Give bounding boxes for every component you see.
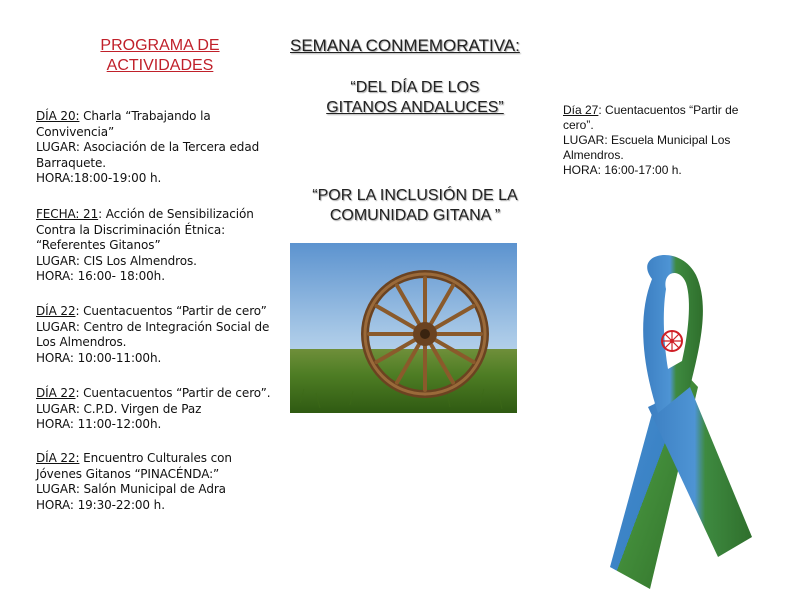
event-day-20 — [36, 109, 281, 187]
event-label: DÍA 20: — [36, 109, 80, 123]
event-line: “Referentes Gitanos” — [36, 238, 161, 252]
event-day-22-c — [36, 451, 281, 513]
event-day-27 — [563, 103, 763, 178]
event-label: Día 27 — [563, 103, 599, 117]
event-day-21 — [36, 207, 281, 285]
program-title-line2: ACTIVIDADES — [106, 57, 214, 74]
event-line: Jóvenes Gitanos “PINACÉNDA:” — [36, 466, 220, 481]
event-line: LUGAR: CIS Los Almendros. — [36, 253, 197, 268]
slogan-line: COMUNIDAD GITANA ” — [329, 207, 501, 224]
event-line: Contra la Discriminación Étnica: — [36, 222, 226, 237]
event-line: LUGAR: Centro de Integración Social de — [36, 319, 270, 334]
event-line: : Cuentacuentos “Partir de — [598, 103, 739, 117]
event-line: LUGAR: C.P.D. Virgen de Paz — [36, 401, 202, 416]
event-line: Encuentro Culturales con — [79, 451, 232, 465]
commemorative-week-heading: SEMANA CONMEMORATIVA: — [290, 36, 520, 55]
event-line: : Cuentacuentos “Partir de cero”. — [75, 386, 271, 400]
event-label: DÍA 22: — [36, 451, 80, 465]
event-line: cero”. — [563, 118, 594, 132]
event-day-22-a — [36, 304, 281, 366]
program-title — [60, 36, 260, 76]
program-title-line1: PROGRAMA DE — [100, 37, 220, 54]
event-line: HORA:18:00-19:00 h. — [36, 171, 162, 185]
title-line: “DEL DÍA DE LOS — [350, 79, 480, 96]
event-line: HORA: 11:00-12:00h. — [36, 417, 162, 431]
event-line: Los Almendros. — [36, 335, 127, 349]
event-line: LUGAR: Asociación de la Tercera edad — [36, 140, 260, 154]
chakra-wheel-icon — [662, 331, 682, 351]
wagon-wheel-photo — [290, 243, 517, 413]
event-line: HORA: 16:00-17:00 h. — [563, 163, 682, 177]
event-line: Almendros. — [563, 148, 624, 162]
event-label: DÍA 22 — [36, 386, 76, 400]
title-line: GITANOS ANDALUCES” — [326, 99, 504, 116]
event-line: Barraquete. — [36, 155, 107, 170]
event-day-22-b — [36, 386, 281, 433]
event-line: HORA: 16:00- 18:00h. — [36, 269, 165, 283]
andalusian-gypsy-day-title — [300, 78, 530, 118]
slogan-line: “POR LA INCLUSIÓN DE LA — [312, 187, 518, 204]
inclusion-slogan — [300, 186, 530, 226]
event-line: : Cuentacuentos “Partir de cero” — [75, 304, 267, 318]
event-line: Convivencia” — [36, 124, 115, 139]
roma-ribbon-image — [540, 237, 792, 589]
event-line: LUGAR: Escuela Municipal Los — [563, 133, 731, 147]
event-line: HORA: 19:30-22:00 h. — [36, 497, 165, 512]
event-label: FECHA: 21 — [36, 207, 99, 221]
event-line: HORA: 10:00-11:00h. — [36, 350, 162, 365]
event-label: DÍA 22 — [36, 304, 76, 318]
event-line: LUGAR: Salón Municipal de Adra — [36, 482, 226, 496]
event-line: : Acción de Sensibilización — [98, 207, 254, 221]
event-line: Charla “Trabajando la — [79, 109, 211, 123]
